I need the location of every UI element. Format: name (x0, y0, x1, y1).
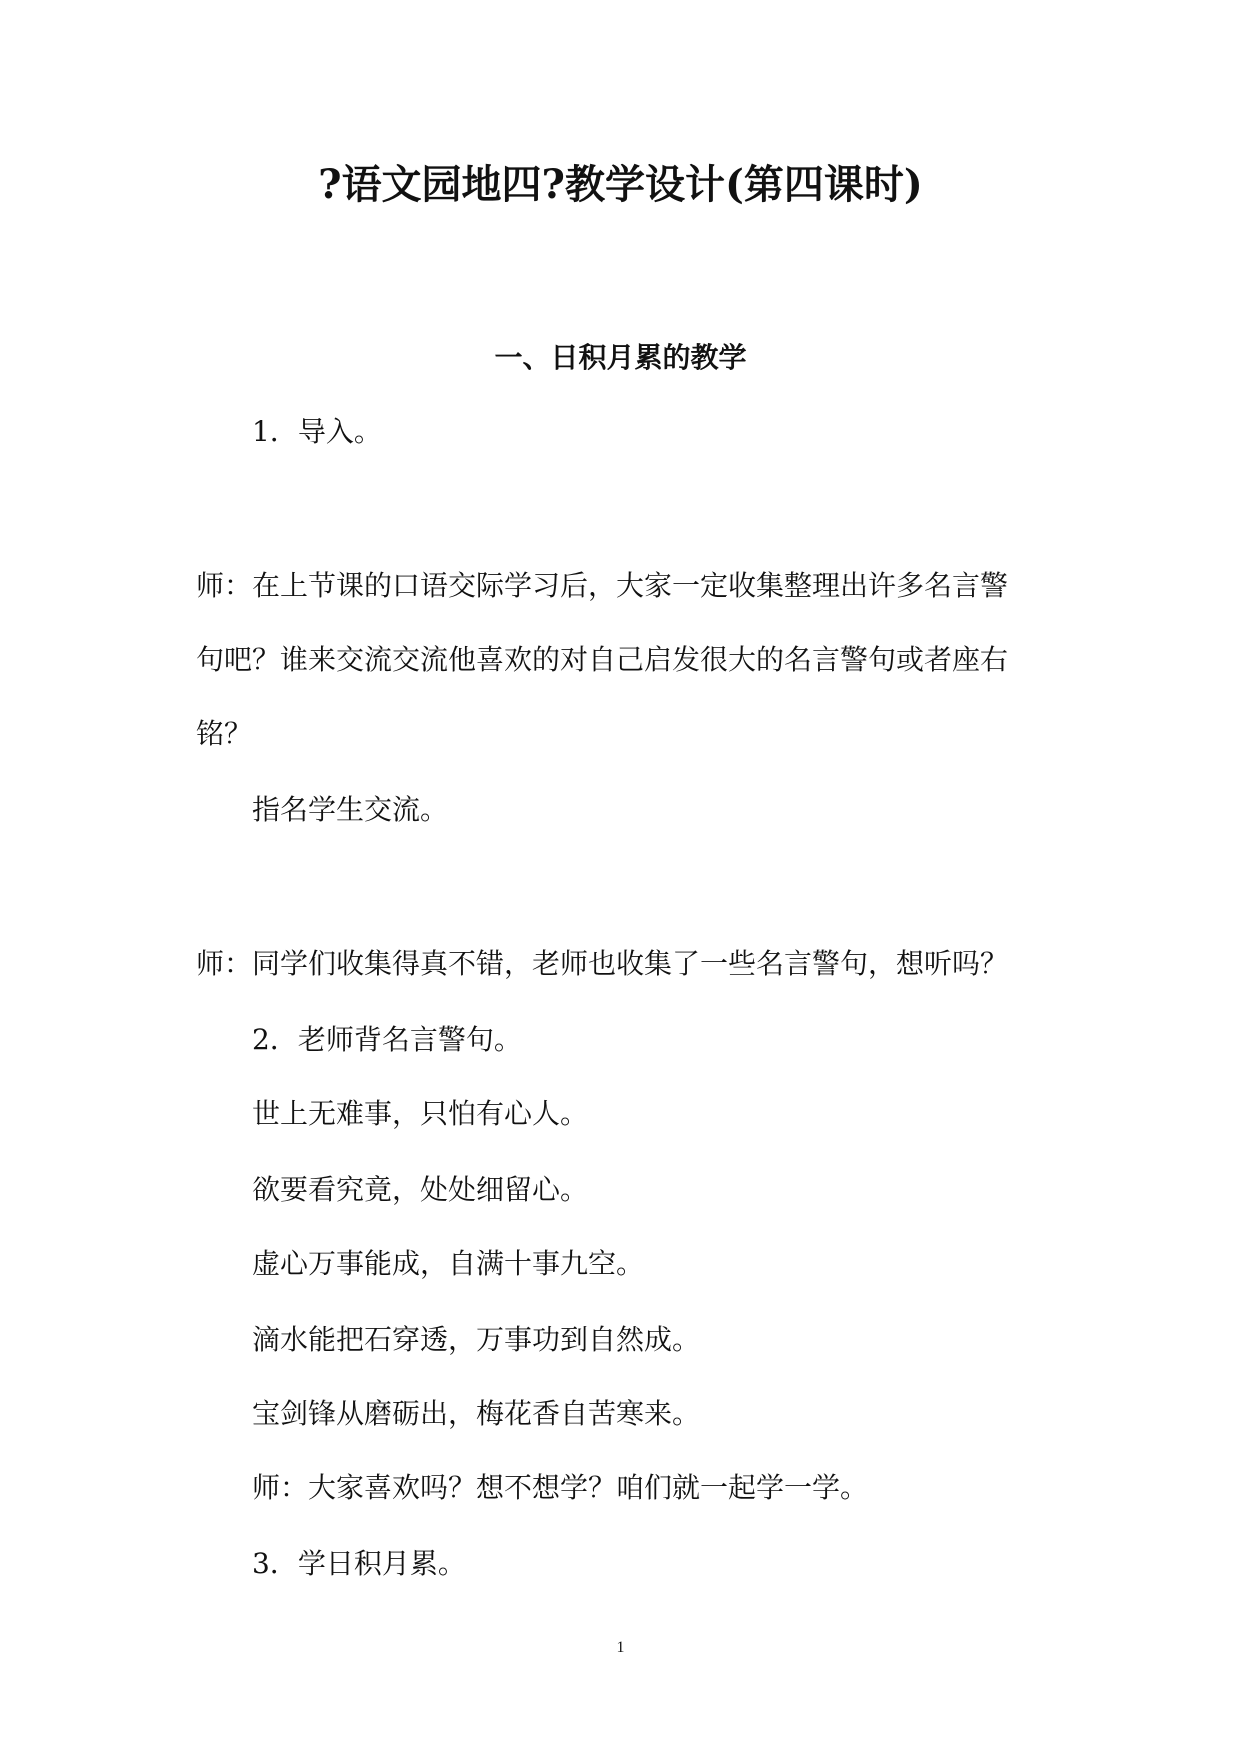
document-title: ?语文园地四?教学设计(第四课时) (318, 161, 923, 208)
section-heading: 一、日积月累的教学 (494, 341, 747, 374)
quote-line: 世上无难事，只怕有心人。 (252, 1097, 589, 1130)
quote-line: 欲要看究竟，处处细留心。 (252, 1173, 589, 1206)
paragraph-line: 3．学日积月累。 (252, 1547, 466, 1580)
paragraph-line: 师：大家喜欢吗？想不想学？咱们就一起学一学。 (252, 1471, 869, 1504)
paragraph-line: 师：同学们收集得真不错，老师也收集了一些名言警句，想听吗？ (196, 947, 1009, 980)
quote-line: 滴水能把石穿透，万事功到自然成。 (252, 1323, 701, 1356)
paragraph-line: 句吧？谁来交流交流他喜欢的对自己启发很大的名言警句或者座右 (196, 643, 1009, 676)
paragraph-line: 2．老师背名言警句。 (252, 1023, 522, 1056)
paragraph-line: 铭？ (196, 717, 253, 750)
quote-line: 虚心万事能成，自满十事九空。 (252, 1247, 645, 1280)
quote-line: 宝剑锋从磨砺出，梅花香自苦寒来。 (252, 1397, 701, 1430)
page-number: 1 (616, 1639, 625, 1656)
paragraph-line: 师：在上节课的口语交际学习后，大家一定收集整理出许多名言警 (196, 569, 1009, 602)
paragraph-line: 1．导入。 (252, 415, 382, 448)
paragraph-line: 指名学生交流。 (252, 793, 449, 826)
